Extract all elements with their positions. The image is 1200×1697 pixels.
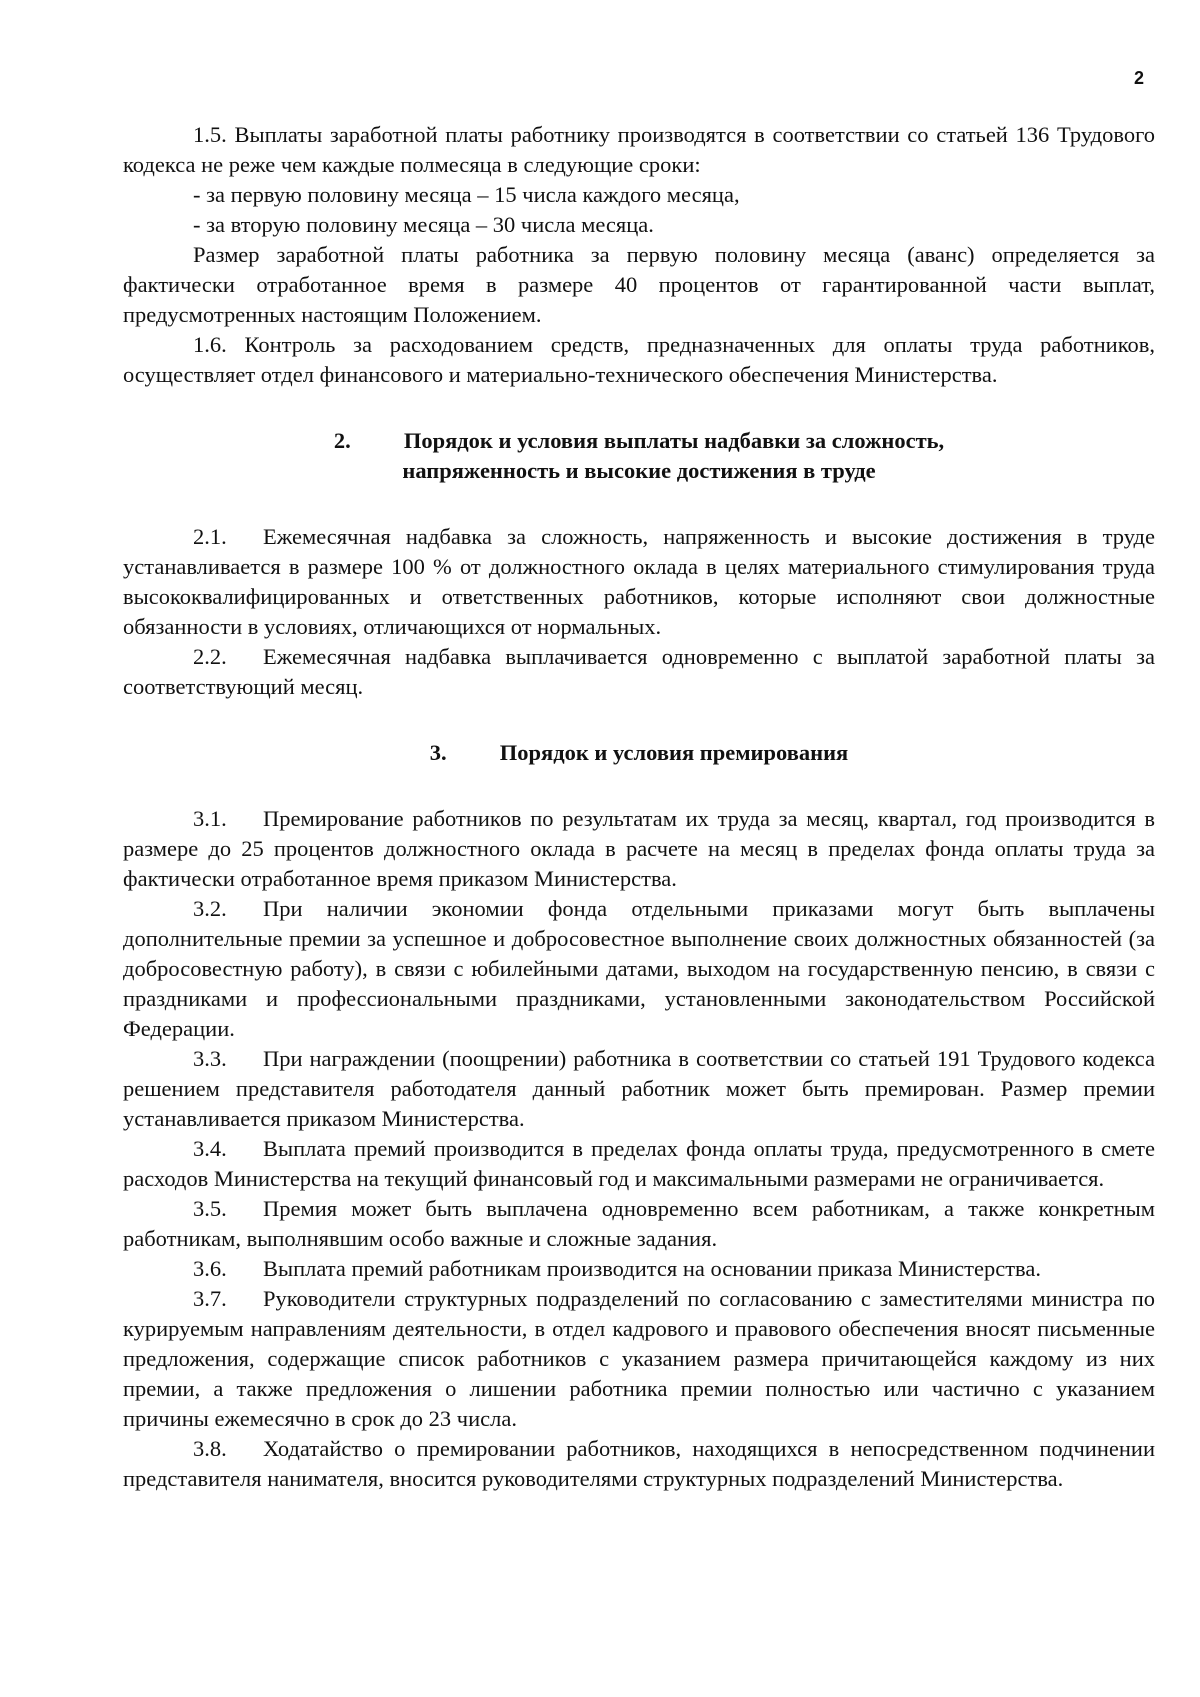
item-number: 3.8. <box>193 1436 227 1461</box>
item-number: 3.3. <box>193 1046 227 1071</box>
item-text: Руководители структурных подразделений по согласованию с заместителями министра по курируемым направлениям деятельности, в отдел кадрового и правового обеспечения вносят письменные предложения, содержащие список работников с указанием размера причитающейся каждому из них премии, а также предложения о лишении работника премии полностью или частично с указанием причины ежемесячно в срок до 23 числа. <box>123 1286 1155 1431</box>
paragraph-3-5 <box>123 1194 1155 1254</box>
section-2-heading <box>123 426 1155 486</box>
item-text: Выплата премий производится в пределах фонда оплаты труда, предусмотренного в смете расходов Министерства на текущий финансовый год и максимальными размерами не ограничивается. <box>123 1136 1155 1191</box>
page-number: 2 <box>1134 68 1145 88</box>
item-number: 2.1. <box>193 524 227 549</box>
item-number: 2.2. <box>193 644 227 669</box>
item-number: 3.6. <box>193 1256 227 1281</box>
item-number: 3.7. <box>193 1286 227 1311</box>
paragraph-3-7 <box>123 1284 1155 1434</box>
paragraph-3-8 <box>123 1434 1155 1494</box>
item-text: Выплата премий работникам производится на основании приказа Министерства. <box>263 1256 1041 1281</box>
section-2-title-line1: Порядок и условия выплаты надбавки за сложность, <box>403 428 945 453</box>
section-2-number: 2. <box>333 428 351 453</box>
paragraph-3-2 <box>123 894 1155 1044</box>
section-2-title-line2: напряженность и высокие достижения в труде <box>402 458 876 483</box>
section-3-heading <box>123 738 1155 768</box>
paragraph-2-1 <box>123 522 1155 642</box>
item-number: 3.4. <box>193 1136 227 1161</box>
list-item-second-half: - за вторую половину месяца – 30 числа месяца. <box>193 212 654 237</box>
item-text: Ежемесячная надбавка выплачивается одновременно с выплатой заработной платы за соответствующий месяц. <box>123 644 1155 699</box>
item-text: Премия может быть выплачена одновременно всем работникам, а также конкретным работникам, выполнявшим особо важные и сложные задания. <box>123 1196 1155 1251</box>
document-body <box>123 120 1155 1494</box>
paragraph-3-6 <box>123 1254 1155 1284</box>
paragraph-advance: Размер заработной платы работника за первую половину месяца (аванс) определяется за фактически отработанное время в размере 40 процентов от гарантированной части выплат, предусмотренных настоящим Положением. <box>123 242 1155 327</box>
section-3-title: Порядок и условия премирования <box>499 740 849 765</box>
item-text: Ежемесячная надбавка за сложность, напряженность и высокие достижения в труде устанавливается в размере 100 % от должностного оклада в целях материального стимулирования труда высококвалифицированных и ответственных работников, которые исполняют свои должностные обязанности в условиях, отличающихся от нормальных. <box>123 524 1155 639</box>
paragraph-2-2 <box>123 642 1155 702</box>
item-number: 3.2. <box>193 896 227 921</box>
item-number: 3.1. <box>193 806 227 831</box>
paragraph-3-4 <box>123 1134 1155 1194</box>
item-text: Премирование работников по результатам их труда за месяц, квартал, год производится в размере до 25 процентов должностного оклада в расчете на месяц в пределах фонда оплаты труда за фактически отработанное время приказом Министерства. <box>123 806 1155 891</box>
paragraph-1-5: 1.5. Выплаты заработной платы работнику производятся в соответствии со статьей 136 Трудового кодекса не реже чем каждые полмесяца в следующие сроки: <box>123 122 1155 177</box>
item-text: При награждении (поощрении) работника в соответствии со статьей 191 Трудового кодекса решением представителя работодателя данный работник может быть премирован. Размер премии устанавливается приказом Министерства. <box>123 1046 1155 1131</box>
item-text: При наличии экономии фонда отдельными приказами могут быть выплачены дополнительные премии за успешное и добросовестное выполнение своих должностных обязанностей (за добросовестную работу), в связи с юбилейными датами, выходом на государственную пенсию, в связи с праздниками и профессиональными праздниками, установленными законодательством Российской Федерации. <box>123 896 1155 1041</box>
paragraph-3-1 <box>123 804 1155 894</box>
section-3-number: 3. <box>429 740 447 765</box>
paragraph-1-6: 1.6. Контроль за расходованием средств, предназначенных для оплаты труда работников, осуществляет отдел финансового и материально-технического обеспечения Министерства. <box>123 332 1155 387</box>
list-item-first-half: - за первую половину месяца – 15 числа каждого месяца, <box>193 182 740 207</box>
item-text: Ходатайство о премировании работников, находящихся в непосредственном подчинении представителя нанимателя, вносится руководителями структурных подразделений Министерства. <box>123 1436 1155 1491</box>
paragraph-3-3 <box>123 1044 1155 1134</box>
item-number: 3.5. <box>193 1196 227 1221</box>
